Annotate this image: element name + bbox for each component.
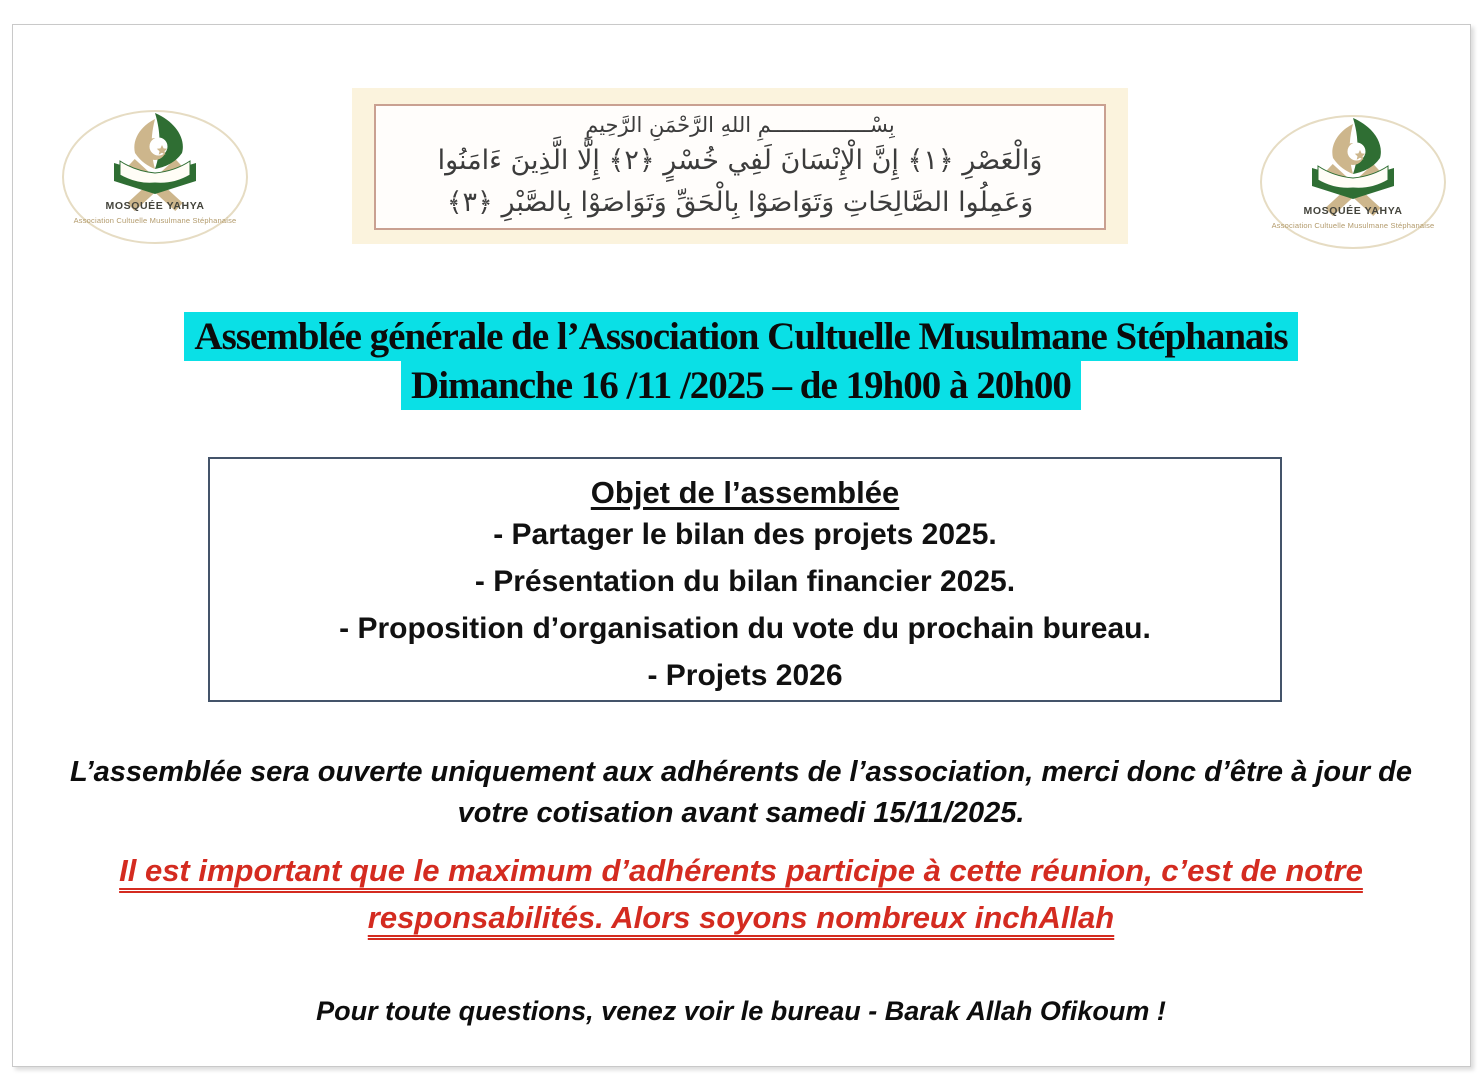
agenda-item: - Présentation du bilan financier 2025. xyxy=(474,565,1016,598)
event-title xyxy=(0,312,1482,410)
membership-notice-line2: votre cotisation avant samedi 15/11/2025. xyxy=(457,797,1025,829)
bismillah-text: بِسْــــــــــــــــمِ اللهِ الرَّحْمَنِ الرَّحِيمِ xyxy=(585,113,895,137)
importance-notice-line2: responsabilités. Alors soyons nombreux inchAllah xyxy=(367,900,1115,935)
footer-note-text: Pour toute questions, venez voir le bureau - Barak Allah Ofikoum ! xyxy=(316,996,1166,1026)
agenda-box xyxy=(208,457,1282,702)
agenda-item: - Proposition d’organisation du vote du prochain bureau. xyxy=(339,612,1151,645)
mosque-logo-left xyxy=(60,103,250,253)
mosque-logo-right xyxy=(1258,108,1448,258)
footer-note xyxy=(0,996,1482,1027)
importance-notice xyxy=(0,847,1482,941)
mosque-subtitle: Association Cultuelle Musulmane Stéphanaise xyxy=(1271,221,1435,230)
mosque-emblem-icon xyxy=(60,103,250,253)
membership-notice-line1: L’assemblée sera ouverte uniquement aux adhérents de l’association, merci donc d’être à jour de xyxy=(70,756,1412,788)
membership-notice xyxy=(0,752,1482,834)
agenda-heading: Objet de l’assemblée xyxy=(590,475,900,510)
mosque-subtitle: Association Cultuelle Musulmane Stéphanaise xyxy=(73,216,237,225)
event-title-line1: Assemblée générale de l’Association Cultuelle Musulmane Stéphanais xyxy=(184,312,1297,361)
agenda-item: - Partager le bilan des projets 2025. xyxy=(493,518,997,551)
surah-al-asr-line1: وَالْعَصْرِ ﴿١﴾ إِنَّ الْإِنْسَانَ لَفِي خُسْرٍ ﴿٢﴾ إِلَّا الَّذِينَ ءَامَنُوا xyxy=(437,145,1043,176)
quran-banner-frame xyxy=(374,104,1106,230)
mosque-name: MOSQUÉE YAHYA xyxy=(1303,205,1403,217)
mosque-emblem-icon xyxy=(1258,108,1448,258)
event-title-line2: Dimanche 16 /11 /2025 – de 19h00 à 20h00 xyxy=(401,361,1081,410)
importance-notice-line1: Il est important que le maximum d’adhérents participe à cette réunion, c’est de notre xyxy=(119,853,1363,888)
surah-al-asr-line2: وَعَمِلُوا الصَّالِحَاتِ وَتَوَاصَوْا بِالْحَقِّ وَتَوَاصَوْا بِالصَّبْرِ ﴿٣﴾ xyxy=(446,187,1034,218)
agenda-item: - Projets 2026 xyxy=(647,659,843,692)
mosque-name: MOSQUÉE YAHYA xyxy=(105,200,205,212)
quran-banner xyxy=(352,88,1128,244)
